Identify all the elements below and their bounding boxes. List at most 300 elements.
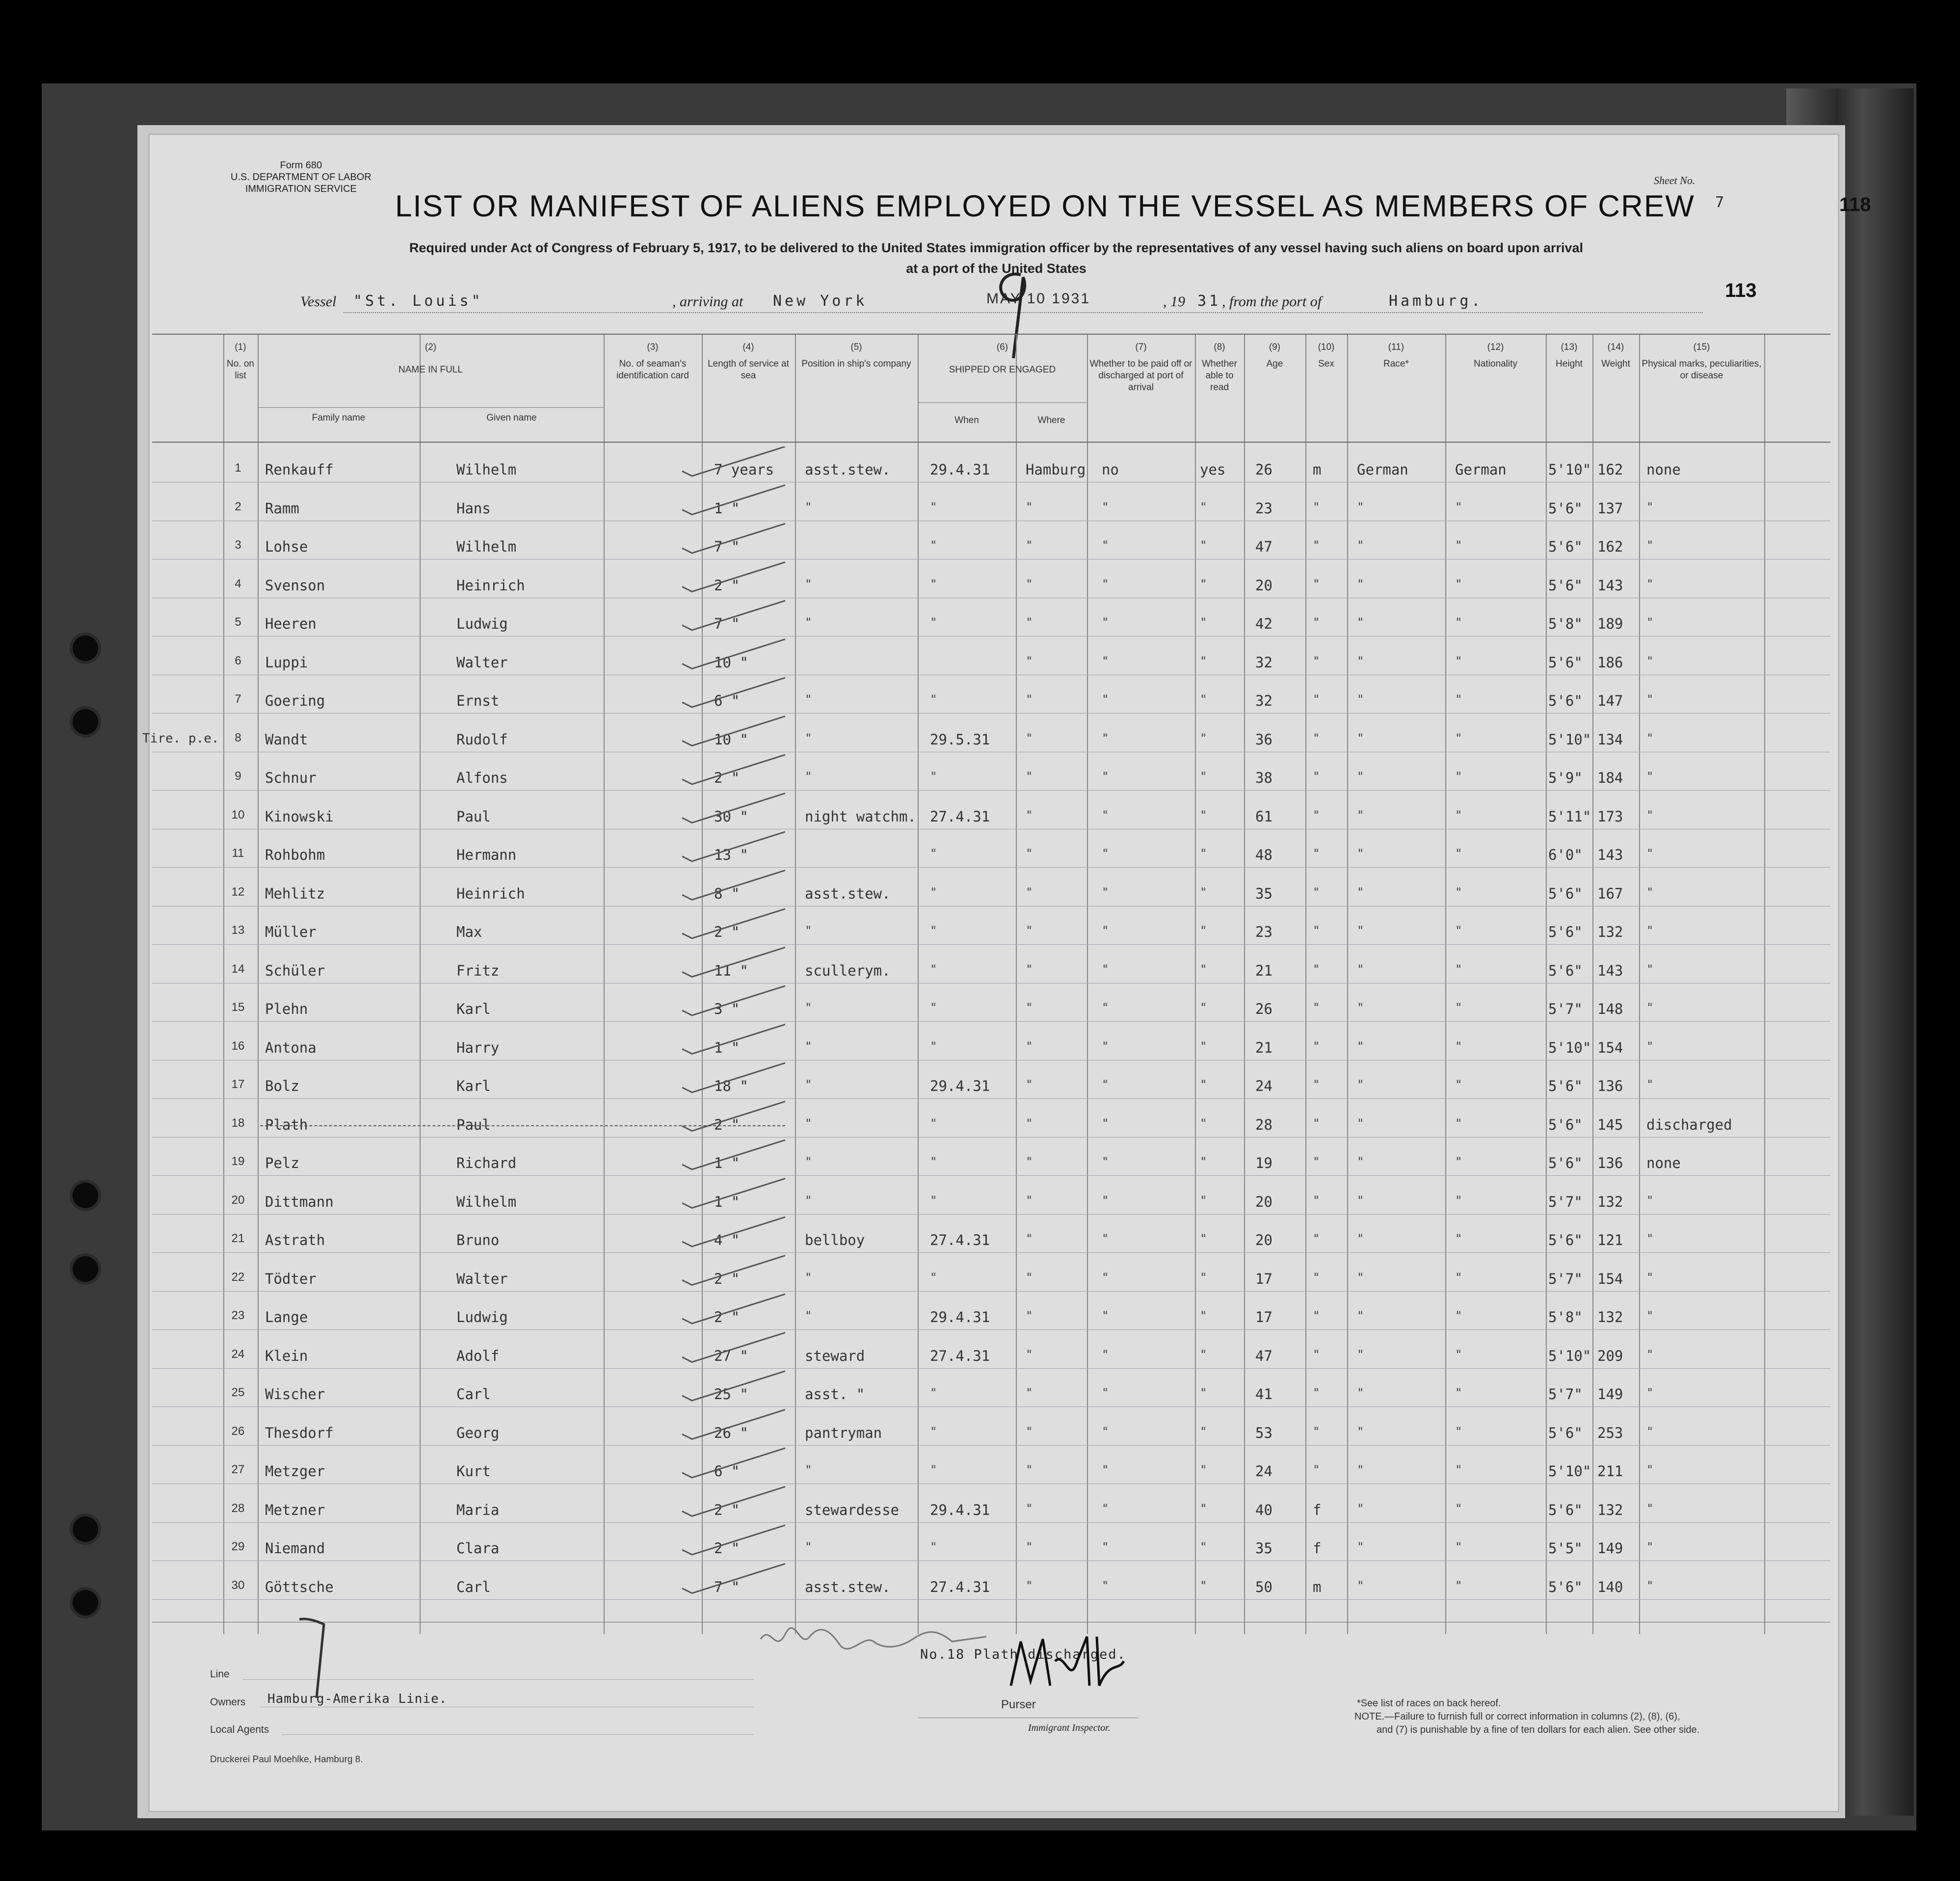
cell-given: Max (456, 924, 482, 940)
table-row (152, 649, 1830, 688)
cell-where: " (1026, 1424, 1033, 1438)
table-row (152, 1304, 1830, 1343)
cell-position: asst. " (805, 1386, 865, 1403)
cell-sex: " (1313, 924, 1320, 937)
cell-weight: 145 (1597, 1116, 1623, 1133)
cell-weight: 186 (1597, 654, 1623, 671)
cell-service: 26 " (714, 1424, 748, 1441)
cell-height: 5'6" (1548, 1078, 1583, 1094)
cell-position: " (805, 769, 812, 783)
cell-race: " (1357, 654, 1364, 668)
cell-position: " (805, 1309, 812, 1323)
cell-given: Maria (456, 1501, 500, 1518)
cell-sex: " (1313, 1039, 1320, 1053)
cell-nationality: " (1455, 1347, 1462, 1361)
cell-marks: " (1646, 1309, 1654, 1323)
column-header (918, 415, 1016, 426)
cell-marks: " (1646, 962, 1654, 976)
cell-position: " (805, 1540, 812, 1554)
table-row (152, 1497, 1830, 1536)
column-header (1305, 342, 1347, 370)
cell-weight: 211 (1597, 1463, 1623, 1480)
cell-read: " (1200, 1578, 1207, 1592)
purser-signature (1001, 1632, 1129, 1696)
cell-age: 61 (1255, 808, 1272, 825)
cell-no: 4 (235, 577, 241, 590)
cell-height: 5'6" (1548, 500, 1583, 517)
cell-sex: " (1313, 1078, 1320, 1091)
column-header (223, 342, 258, 382)
cell-family: Göttsche (265, 1578, 334, 1595)
cell-age: 17 (1255, 1309, 1272, 1325)
cell-where: " (1026, 1193, 1033, 1207)
cell-where: " (1026, 1386, 1033, 1400)
cell-age: 47 (1255, 1347, 1272, 1364)
cell-no: 28 (231, 1501, 245, 1515)
cell-paid-off: " (1102, 885, 1109, 899)
cell-family: Astrath (265, 1232, 325, 1248)
cell-when: " (930, 924, 937, 937)
table-row (152, 726, 1830, 765)
cell-weight: 173 (1597, 808, 1623, 825)
cell-sex: " (1313, 1116, 1320, 1130)
cell-service: 6 " (714, 692, 740, 709)
cell-paid-off: " (1102, 654, 1109, 668)
cell-position: " (805, 1155, 812, 1168)
cell-race: " (1357, 1155, 1364, 1168)
cell-age: 38 (1255, 769, 1272, 786)
column-label: When (954, 415, 979, 425)
cell-weight: 134 (1597, 731, 1623, 748)
cell-height: 5'6" (1548, 577, 1583, 594)
cell-weight: 162 (1597, 461, 1623, 478)
cell-position: asst.stew. (805, 461, 891, 478)
cell-sex: " (1313, 1309, 1320, 1323)
cell-where: " (1026, 654, 1033, 668)
cell-nationality: " (1455, 1386, 1462, 1400)
cell-no: 14 (231, 962, 245, 976)
cell-marks: " (1646, 769, 1654, 783)
cell-where: " (1026, 1232, 1033, 1245)
cell-read: " (1200, 1386, 1207, 1400)
cell-height: 5'10" (1548, 1463, 1591, 1480)
cell-height: 5'6" (1548, 1232, 1583, 1248)
table-row (152, 572, 1830, 611)
cell-sex: " (1313, 1347, 1320, 1361)
cell-when: " (930, 615, 937, 629)
cell-given: Rudolf (456, 731, 508, 748)
cell-nationality: " (1455, 1501, 1462, 1515)
cell-sex: " (1313, 1155, 1320, 1168)
cell-paid-off: " (1102, 769, 1109, 783)
cell-height: 5'10" (1548, 731, 1591, 748)
cell-service: 4 " (714, 1232, 740, 1248)
cell-service: 2 " (714, 1270, 740, 1287)
cell-position: " (805, 1116, 812, 1130)
cell-weight: 209 (1597, 1347, 1623, 1364)
cell-family: Wandt (265, 731, 308, 748)
cell-age: 32 (1255, 654, 1272, 671)
inspector-signature (756, 1619, 991, 1664)
cell-family: Tödter (265, 1270, 317, 1287)
cell-paid-off: " (1102, 1424, 1109, 1438)
punch-hole (73, 636, 98, 661)
fine-note-2: and (7) is punishable by a fine of ten dollars for each alien. See other side. (1377, 1724, 1700, 1735)
cell-service: 1 " (714, 1193, 740, 1210)
column-label: NAME IN FULL (398, 365, 463, 375)
cell-where: " (1026, 885, 1033, 899)
cell-height: 5'6" (1548, 1501, 1583, 1518)
footer-rules (282, 1734, 753, 1735)
cell-weight: 132 (1597, 1501, 1623, 1518)
cell-service: 25 " (714, 1386, 748, 1403)
cell-height: 5'6" (1548, 1116, 1583, 1133)
column-label: Given name (486, 413, 537, 423)
cell-nationality: " (1455, 654, 1462, 668)
cell-no: 6 (235, 654, 241, 667)
cell-when: " (930, 1039, 937, 1053)
cell-nationality: " (1455, 1155, 1462, 1168)
cell-age: 23 (1255, 924, 1272, 940)
table-row (152, 1266, 1830, 1304)
vessel-name: "St. Louis" (353, 292, 483, 310)
cell-no: 17 (231, 1078, 245, 1091)
cell-no: 22 (231, 1270, 245, 1284)
cell-service: 18 " (714, 1078, 748, 1094)
cell-no: 12 (231, 885, 245, 899)
cell-paid-off: " (1102, 731, 1109, 745)
cell-read: " (1200, 1039, 1207, 1053)
cell-when: 29.4.31 (930, 1078, 990, 1094)
column-number: (4) (742, 342, 754, 352)
cell-age: 35 (1255, 885, 1272, 902)
table-row (152, 842, 1830, 880)
cell-height: 5'8" (1548, 615, 1583, 632)
cell-family: Plehn (265, 1001, 308, 1017)
from-port: Hamburg. (1389, 292, 1483, 310)
cell-no: 9 (235, 769, 241, 783)
cell-position: " (805, 1463, 812, 1477)
cell-age: 23 (1255, 500, 1272, 517)
header-bottom-rule (152, 442, 1830, 443)
column-header (1347, 342, 1445, 370)
cell-no: 8 (235, 731, 241, 744)
cell-where: " (1026, 500, 1033, 514)
cell-weight: 147 (1597, 692, 1623, 709)
cell-service: 8 " (714, 885, 740, 902)
arriving-label: , arriving at (672, 293, 743, 310)
cell-where: " (1026, 769, 1033, 783)
owners-value: Hamburg-Amerika Linie. (267, 1692, 448, 1706)
cell-height: 5'6" (1548, 538, 1583, 555)
cell-marks: " (1646, 615, 1654, 629)
cell-height: 5'6" (1548, 1578, 1583, 1595)
column-label: Weight (1601, 359, 1630, 369)
vessel-label: Vessel (300, 293, 337, 310)
cell-service: 13 " (714, 847, 748, 863)
cell-race: " (1357, 1386, 1364, 1400)
table-row (152, 688, 1830, 726)
column-number: (9) (1269, 342, 1281, 352)
column-header (918, 342, 1087, 376)
cell-weight: 143 (1597, 577, 1623, 594)
form-number: Form 680 (280, 160, 322, 171)
cell-sex: " (1313, 1463, 1320, 1477)
cell-weight: 132 (1597, 1309, 1623, 1325)
cell-read: " (1200, 885, 1207, 899)
table-row (152, 1343, 1830, 1381)
cell-family: Lohse (265, 538, 308, 555)
cell-no: 1 (235, 461, 241, 475)
cell-marks: " (1646, 1540, 1654, 1554)
cell-read: " (1200, 847, 1207, 860)
cell-given: Paul (456, 1116, 491, 1133)
cell-height: 5'11" (1548, 808, 1591, 825)
cell-read: " (1200, 1270, 1207, 1284)
cell-given: Bruno (456, 1232, 500, 1248)
cell-paid-off: " (1102, 1232, 1109, 1245)
cell-height: 5'7" (1548, 1193, 1583, 1210)
column-header (1592, 342, 1639, 370)
cell-sex: " (1313, 847, 1320, 860)
cell-weight: 121 (1597, 1232, 1623, 1248)
cell-race: " (1357, 1540, 1364, 1554)
cell-nationality: German (1455, 461, 1507, 478)
cell-position: bellboy (805, 1232, 865, 1248)
cell-when: " (930, 1001, 937, 1014)
cell-given: Wilhelm (456, 461, 517, 478)
cell-paid-off: " (1102, 1155, 1109, 1168)
cell-sex: " (1313, 808, 1320, 822)
cell-marks: " (1646, 692, 1654, 706)
cell-family: Pelz (265, 1155, 299, 1171)
cell-position: " (805, 500, 812, 514)
crew-table (152, 334, 1830, 1634)
cell-where: " (1026, 1001, 1033, 1014)
cell-paid-off: " (1102, 1347, 1109, 1361)
from-port-label: , from the port of (1222, 293, 1322, 310)
column-number: (7) (1135, 342, 1147, 352)
cell-when: " (930, 885, 937, 899)
cell-position: " (805, 731, 812, 745)
column-header (258, 412, 420, 424)
table-row (152, 1150, 1830, 1189)
cell-race: " (1357, 1193, 1364, 1207)
cell-no: 13 (231, 924, 245, 937)
cell-no: 30 (231, 1578, 245, 1592)
cell-where: " (1026, 1116, 1033, 1130)
cell-marks: " (1646, 1386, 1654, 1400)
cell-marks: " (1646, 847, 1654, 860)
cell-family: Dittmann (265, 1193, 334, 1210)
cell-age: 20 (1255, 1232, 1272, 1248)
column-number: (13) (1561, 342, 1578, 352)
date-stamp: MAY 10 1931 (986, 291, 1091, 307)
cell-paid-off: no (1102, 461, 1119, 478)
cell-where: " (1026, 1347, 1033, 1361)
cell-no: 26 (231, 1424, 245, 1438)
cell-when: " (930, 1155, 937, 1168)
cell-service: 7 " (714, 615, 740, 632)
inspector-label: Immigrant Inspector. (1028, 1722, 1111, 1733)
cell-weight: 149 (1597, 1386, 1623, 1403)
table-row (152, 1381, 1830, 1420)
margin-note: Tire. p.e. (142, 731, 219, 746)
cell-where: " (1026, 847, 1033, 860)
cell-paid-off: " (1102, 692, 1109, 706)
column-number: (14) (1607, 342, 1624, 352)
cell-age: 21 (1255, 962, 1272, 979)
cell-position: " (805, 1039, 812, 1053)
cell-race: " (1357, 1039, 1364, 1053)
cell-where: " (1026, 1039, 1033, 1053)
cell-marks: " (1646, 1039, 1654, 1053)
cell-nationality: " (1455, 1232, 1462, 1245)
cell-nationality: " (1455, 538, 1462, 552)
race-footnote: *See list of races on back hereof. (1357, 1698, 1501, 1709)
cell-read: " (1200, 1501, 1207, 1515)
cell-age: 41 (1255, 1386, 1272, 1403)
cell-sex: m (1313, 461, 1322, 478)
cell-service: 11 " (714, 962, 748, 979)
cell-given: Hermann (456, 847, 517, 863)
cell-family: Heeren (265, 615, 317, 632)
table-row (152, 1112, 1830, 1150)
arriving-port: New York (773, 292, 868, 310)
cell-age: 17 (1255, 1270, 1272, 1287)
table-row (152, 765, 1830, 803)
cell-service: 2 " (714, 924, 740, 940)
cell-sex: " (1313, 1386, 1320, 1400)
header-sub-rule (918, 402, 1087, 403)
cell-position: " (805, 577, 812, 591)
table-row (152, 1458, 1830, 1497)
cell-race: " (1357, 847, 1364, 860)
cell-read: " (1200, 1078, 1207, 1091)
cell-marks: " (1646, 577, 1654, 591)
column-header (258, 342, 604, 376)
cell-when: " (930, 1463, 937, 1477)
cell-paid-off: " (1102, 1039, 1109, 1053)
cell-given: Wilhelm (456, 1193, 517, 1210)
cell-given: Heinrich (456, 577, 525, 594)
punch-hole (73, 709, 98, 735)
cell-nationality: " (1455, 847, 1462, 860)
cell-read: " (1200, 1155, 1207, 1168)
cell-service: 10 " (714, 654, 748, 671)
local-agents-label: Local Agents (210, 1724, 269, 1735)
cell-height: 5'7" (1548, 1270, 1583, 1287)
column-label: Family name (312, 413, 366, 423)
cell-marks: " (1646, 1078, 1654, 1091)
cell-race: " (1357, 731, 1364, 745)
cell-race: German (1357, 461, 1408, 478)
department-name: U.S. DEPARTMENT OF LABOR (231, 172, 371, 183)
cell-service: 6 " (714, 1463, 740, 1480)
table-row (152, 1420, 1830, 1458)
cell-marks: " (1646, 924, 1654, 937)
cell-where: " (1026, 1309, 1033, 1323)
cell-age: 20 (1255, 1193, 1272, 1210)
tick-marks (672, 447, 800, 1673)
cell-race: " (1357, 1501, 1364, 1515)
cell-position: steward (805, 1347, 865, 1364)
column-header (1639, 342, 1764, 382)
cell-read: " (1200, 1232, 1207, 1245)
column-label: No. on list (227, 359, 254, 381)
punch-hole (73, 1590, 98, 1616)
cell-weight: 167 (1597, 885, 1623, 902)
column-header (1087, 342, 1195, 394)
cell-service: 1 " (714, 1039, 740, 1056)
cell-sex: m (1313, 1578, 1322, 1595)
tick-mark (682, 447, 785, 1593)
cell-weight: 154 (1597, 1039, 1623, 1056)
cell-where: " (1026, 1078, 1033, 1091)
purser-label: Purser (1001, 1698, 1036, 1711)
column-number: (6) (996, 342, 1008, 352)
column-number: (3) (647, 342, 659, 352)
cell-no: 5 (235, 615, 241, 629)
cell-read: " (1200, 1001, 1207, 1014)
column-label: Nationality (1474, 359, 1517, 369)
cell-race: " (1357, 538, 1364, 552)
cell-age: 36 (1255, 731, 1272, 748)
corner-number: 118 (1839, 194, 1871, 215)
cell-given: Carl (456, 1578, 491, 1595)
cell-when: 29.4.31 (930, 1309, 990, 1325)
cell-weight: 132 (1597, 924, 1623, 940)
cell-marks: " (1646, 654, 1654, 668)
cell-read: " (1200, 1540, 1207, 1554)
cell-marks: " (1646, 1347, 1654, 1361)
cell-where: " (1026, 1578, 1033, 1592)
column-header (604, 342, 702, 382)
cell-paid-off: " (1102, 1578, 1109, 1592)
cell-height: 5'10" (1548, 1039, 1591, 1056)
cell-no: 15 (231, 1001, 245, 1014)
cell-given: Hans (456, 500, 491, 517)
cell-race: " (1357, 962, 1364, 976)
cell-where: " (1026, 808, 1033, 822)
table-row (152, 957, 1830, 996)
cell-read: " (1200, 1309, 1207, 1323)
cell-given: Harry (456, 1039, 500, 1056)
cell-nationality: " (1455, 769, 1462, 783)
cell-age: 20 (1255, 577, 1272, 594)
year-value: 31 (1197, 292, 1221, 310)
cell-when: 27.4.31 (930, 1578, 990, 1595)
cell-service: 1 " (714, 500, 740, 517)
table-row (152, 495, 1830, 534)
table-row (152, 1227, 1830, 1266)
cell-marks: " (1646, 1578, 1654, 1592)
cell-no: 23 (231, 1309, 245, 1322)
page-title: LIST OR MANIFEST OF ALIENS EMPLOYED ON THE VESSEL AS MEMBERS OF CREW (395, 189, 1695, 223)
cell-marks: " (1646, 1193, 1654, 1207)
cell-given: Walter (456, 654, 508, 671)
cell-position: stewardesse (805, 1501, 900, 1518)
cell-where: " (1026, 962, 1033, 976)
table-row (152, 456, 1830, 495)
cell-weight: 148 (1597, 1001, 1623, 1017)
cell-family: Metzger (265, 1463, 325, 1480)
cell-no: 27 (231, 1463, 245, 1476)
column-label: Position in ship's company (801, 359, 911, 369)
cell-nationality: " (1455, 577, 1462, 591)
cell-where: " (1026, 577, 1033, 591)
cell-age: 26 (1255, 461, 1272, 478)
